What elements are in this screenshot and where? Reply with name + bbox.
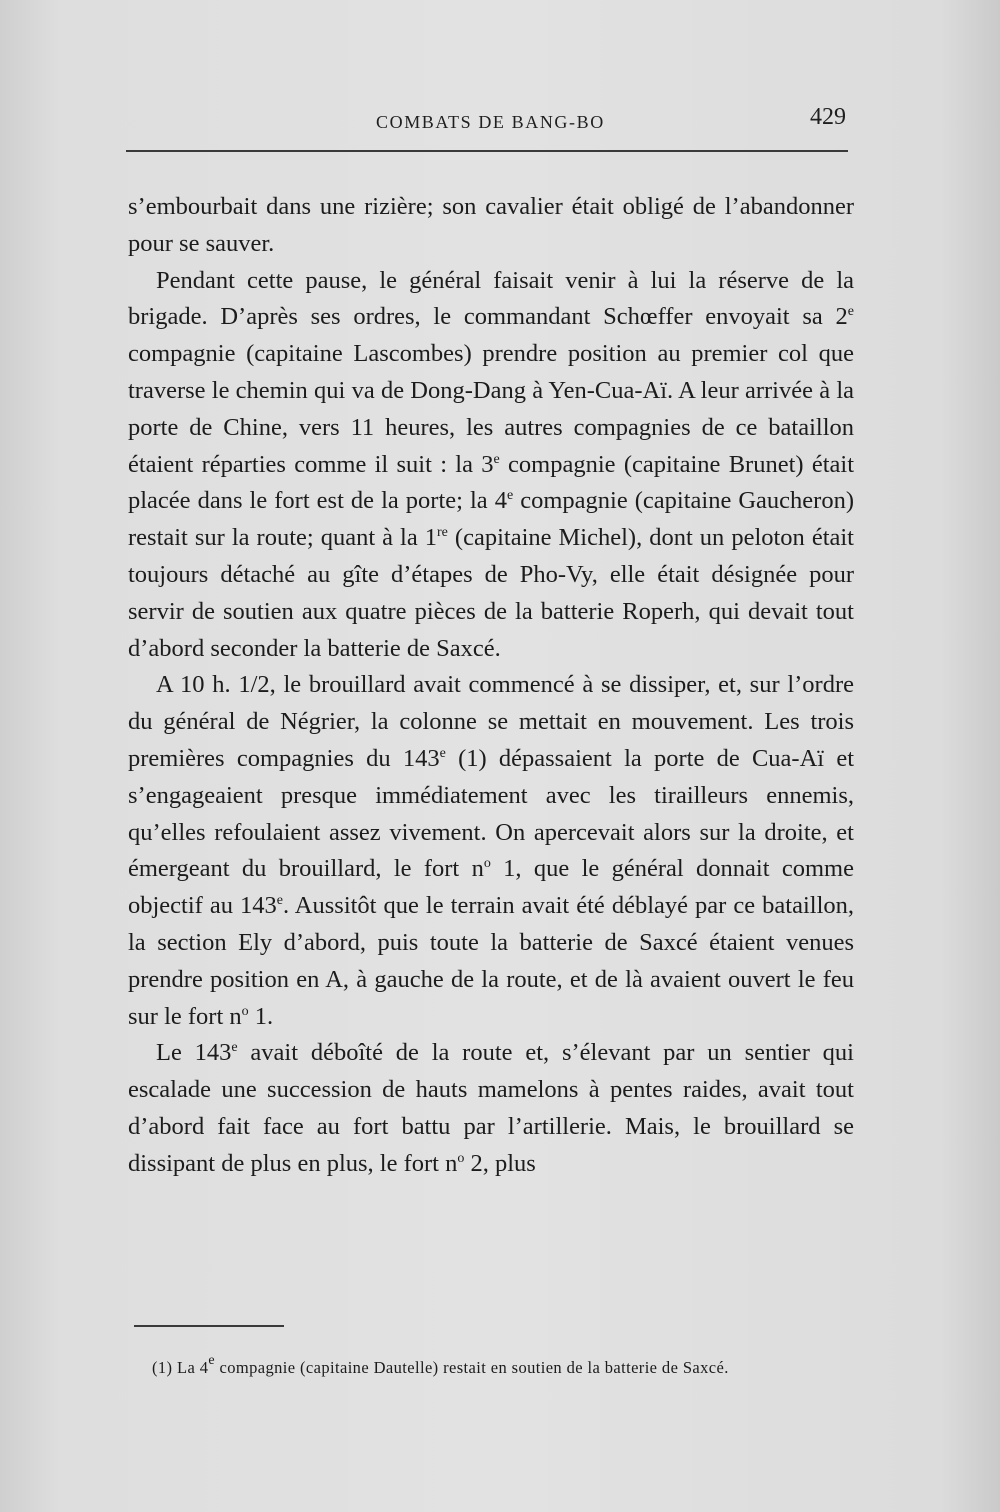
page-number: 429 [810,104,846,130]
text-run: compagnie (capitaine Brunet) était placée dans le fort est de la porte; la 4 [128,450,855,515]
superscript: e [493,451,500,467]
body-text [128,189,854,1183]
page-header [128,104,850,144]
text-run: (1) dépassaient la porte de Cua-Aï et s’engageaient presque immédiatement avec les tirailleurs ennemis, qu’elles refoulaient assez vivement. On apercevait alors sur la droite, et émergeant du brouillard, le fort n [128,744,855,883]
text-run: s’embourbait dans une rizière; son cavalier était obligé de l’abandonner pour se sauver. [128,193,854,257]
text-run: A 10 h. 1/2, le brouillard avait commencé à se dissiper, et, sur l’ordre du général de Négrier, la colonne se mettait en mouvement. Les trois premières compagnies du 143 [128,671,854,772]
text-run: 2, plus [464,1149,536,1177]
text-run: 1, que le général donnait comme objectif au 143 [128,855,854,920]
text-run: 1. [248,1002,274,1030]
superscript: e [208,1353,215,1368]
text-run: (1) La 4 [152,1358,209,1377]
superscript: e [847,304,854,320]
footnote-rule [134,1325,284,1327]
text-run: compagnie (capitaine Gaucheron) restait sur la route; quant à la 1 [128,487,854,552]
header-rule [126,150,848,152]
superscript: e [506,488,514,504]
text-run: compagnie (capitaine Dautelle) restait en soutien de la batterie de Saxcé. [214,1358,729,1377]
superscript: e [276,893,283,909]
paragraph [128,189,854,263]
superscript: o [241,1003,249,1019]
superscript: o [483,856,491,872]
text-run: Pendant cette pause, le général faisait venir à lui la réserve de la brigade. D’après ses ordres, le commandant Schœffer envoyait sa 2 [128,266,854,331]
paragraph [128,1035,854,1182]
running-title: COMBATS DE BANG-BO [376,112,605,132]
paragraph [128,263,854,668]
text-run: avait déboîté de la route et, s’élevant par un sentier qui escalade une succession de hauts mamelons à pentes raides, avait tout d’abord fait face au fort battu par l’artillerie. Mais, le brouillard se dissipant de plus en plus, le fort n [128,1039,854,1177]
superscript: re [437,525,448,541]
superscript: e [439,745,446,761]
footnote [152,1353,858,1378]
superscript: o [457,1150,465,1166]
paragraph [128,667,854,1035]
text-run: . Aussitôt que le terrain avait été déblayé par ce bataillon, la section Ely d’abord, puis toute la batterie de Saxcé étaient venues prendre position en A, à gauche de la route, et de là avaient ouvert le feu sur le fort n [128,892,855,1030]
superscript: e [231,1040,238,1056]
text-run: compagnie (capitaine Lascombes) prendre position au premier col que traverse le chemin qui va de Dong-Dang à Yen-Cua-Aï. A leur arrivée à la porte de Chine, vers 11 heures, les autres compagnies de ce bataillon étaient réparties comme il suit : la 3 [128,340,854,478]
text-run: Le 143 [156,1039,232,1067]
text-run: (capitaine Michel), dont un peloton était toujours détaché au gîte d’étapes de Pho-Vy, elle était désignée pour servir de soutien aux quatre pièces de la batterie Roperh, qui devait tout d’abord seconder la batterie de Saxcé. [128,524,854,662]
